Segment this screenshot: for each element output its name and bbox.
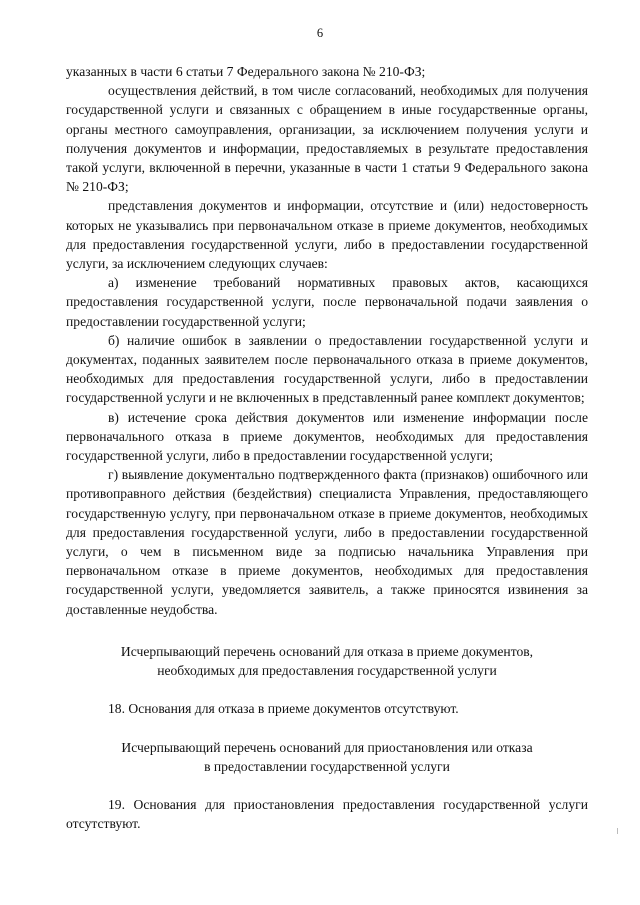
spacer [66, 719, 588, 738]
section-heading-refusal-line1: Исчерпывающий перечень оснований для отказа в приеме документов, [120, 643, 534, 659]
clause-19: 19. Основания для приостановления предоставления государственной услуги отсутствуют. [66, 796, 588, 832]
spacer [66, 619, 588, 642]
spacer [66, 680, 588, 699]
list-item-g: г) выявление документально подтвержденного факта (признаков) ошибочного или противоправного действия (бездействия) специалиста Управления, предоставляющего государственную услугу, при первоначальном отказе в приеме документов, необходимых для предоставления государственной услуги, либо в предоставлении государственной услуги, о чем в письменном виде за подписью начальника Управления при первоначальном отказе в приеме документов, необходимых для предоставления государственной услуги, уведомляется заявитель, а также приносятся извинения за доставленные неудобства. [66, 467, 588, 617]
paragraph-actions: осуществления действий, в том числе согласований, необходимых для получения государственной услуги и связанных с обращением в иные государственные органы, органы местного самоуправления, организации, за исключением получения услуги и получения документов и информации, предоставляемых в результате предоставления такой услуги, включенной в перечни, указанные в части 1 статьи 9 Федерального закона № 210-ФЗ; [66, 83, 588, 195]
section-heading-suspension-line2: в предоставлении государственной услуги [204, 758, 450, 774]
list-item-b: б) наличие ошибок в заявлении о предоставлении государственной услуги и документах, поданных заявителем после первоначального отказа в приеме документов, необходимых для предоставления государственной услуги, либо в предоставлении государственной услуги и не включенных в представленный ранее комплект документов; [66, 332, 588, 406]
section-heading-suspension-line1: Исчерпывающий перечень оснований для приостановления или отказа [121, 739, 533, 755]
list-item-v: в) истечение срока действия документов или изменение информации после первоначального отказа в приеме документов, необходимых для предоставления государственной услуги, либо в предоставлении государственной услуги; [66, 409, 588, 464]
spacer [66, 776, 588, 795]
paragraph-documents: представления документов и информации, отсутствие и (или) недостоверность которых не указывались при первоначальном отказе в приеме документов, необходимых для предоставления государственной услуги, либо в предоставлении государственной услуги, за исключением следующих случаев: [66, 198, 588, 272]
list-item-a: а) изменение требований нормативных правовых актов, касающихся предоставления государственной услуги, после первоначальной подачи заявления о предоставлении государственной услуги; [66, 275, 588, 329]
scan-mark [617, 828, 618, 834]
page-number: 6 [316, 26, 324, 40]
section-heading-refusal-line2: необходимых для предоставления государственной услуги [157, 663, 497, 679]
clause-18: 18. Основания для отказа в приеме документов отсутствуют. [108, 701, 459, 717]
paragraph-continuation: указанных в части 6 статьи 7 Федерального закона № 210-ФЗ; [66, 64, 426, 79]
document-body [66, 62, 588, 833]
